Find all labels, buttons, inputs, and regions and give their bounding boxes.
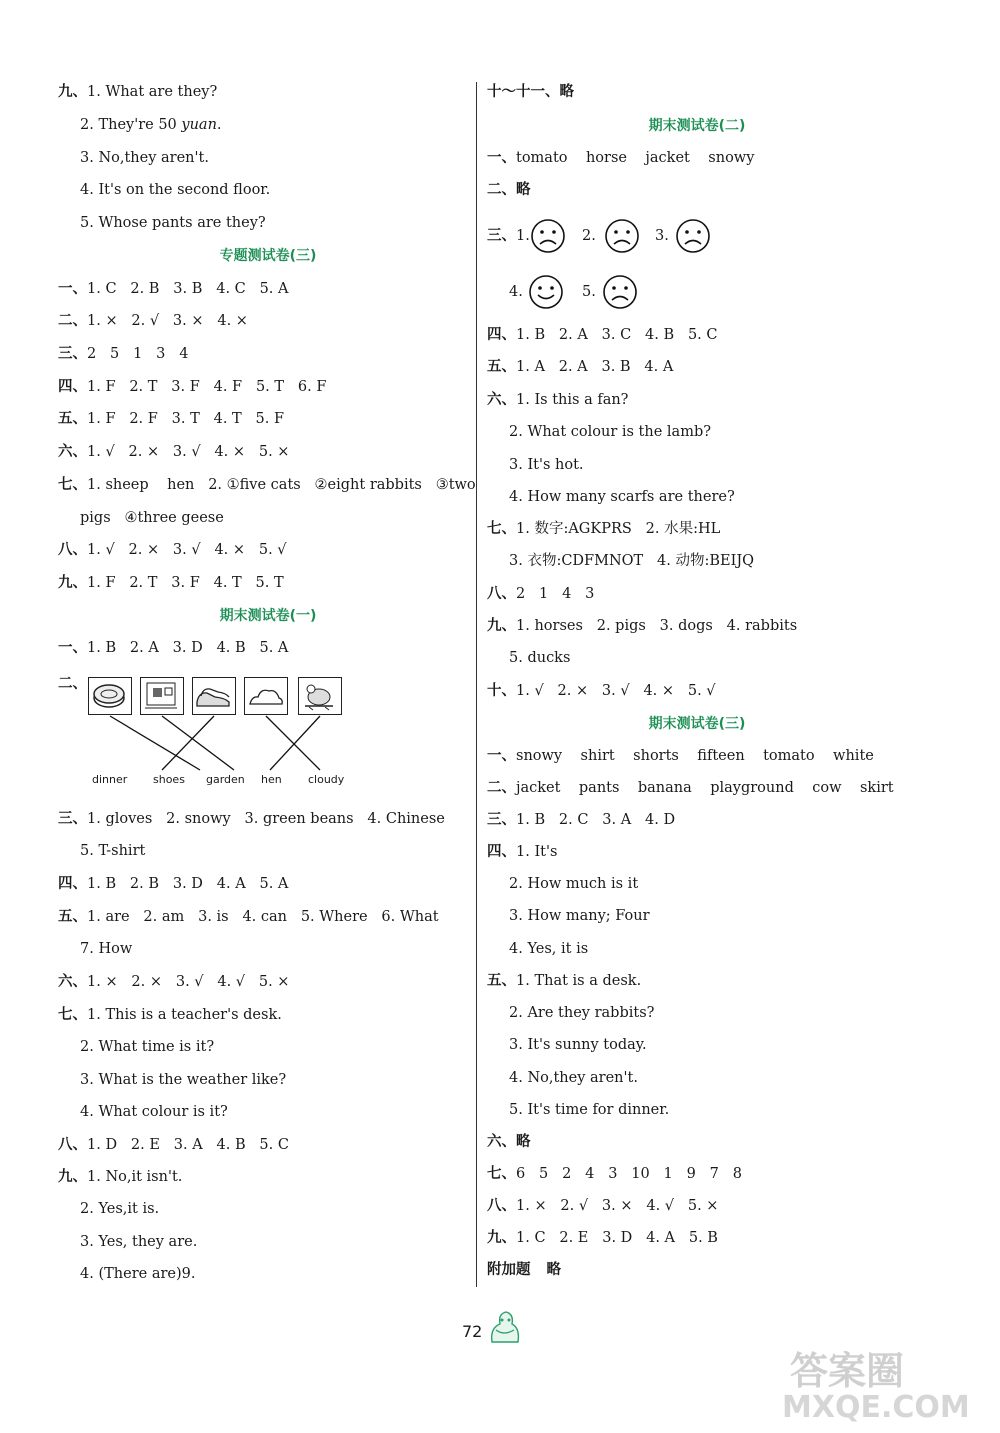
extra-line: 附加题 略 xyxy=(487,1262,561,1278)
s9a-line-4: 4. It's on the second floor. xyxy=(80,182,271,198)
a8-line: 八、2 1 4 3 xyxy=(487,586,595,602)
f1-line: 一、1. B 2. A 3. D 4. B 5. A xyxy=(58,640,289,656)
s9a-line-1: 九、1. What are they? xyxy=(58,84,218,100)
b4-line-3: 3. How many; Four xyxy=(509,908,650,924)
b5-line-2: 2. Are they rabbits? xyxy=(509,1005,655,1021)
b5-line-3: 3. It's sunny today. xyxy=(509,1037,647,1053)
f2-label: 二、 xyxy=(58,676,87,692)
a3-num-4: 4. xyxy=(509,284,523,300)
b7-line: 七、6 5 2 4 3 10 1 9 7 8 xyxy=(487,1166,742,1182)
f9-line-1: 九、1. No,it isn't. xyxy=(58,1169,183,1185)
match-word-garden: garden xyxy=(206,773,245,786)
watermark-url: MXQE.COM xyxy=(782,1390,970,1425)
b9-line: 九、1. C 2. E 3. D 4. A 5. B xyxy=(487,1230,718,1246)
section-heading-final-3: 期末测试卷(三) xyxy=(648,716,746,732)
s9a-line-2: 2. They're 50 yuan. xyxy=(80,117,222,133)
r3-line: 三、2 5 1 3 4 xyxy=(58,346,189,362)
f7-line-1: 七、1. This is a teacher's desk. xyxy=(58,1007,282,1023)
r9-line: 九、1. F 2. T 3. F 4. T 5. T xyxy=(58,575,284,591)
s9a-line-3: 3. No,they aren't. xyxy=(80,150,209,166)
b4-line-4: 4. Yes, it is xyxy=(509,941,589,957)
s9a-line-5: 5. Whose pants are they? xyxy=(80,215,266,231)
a5-line: 五、1. A 2. A 3. B 4. A xyxy=(487,359,674,375)
f7-line-2: 2. What time is it? xyxy=(80,1039,215,1055)
f9-line-2: 2. Yes,it is. xyxy=(80,1201,160,1217)
a3-line-1: 三、1. xyxy=(487,228,530,244)
mascot-icon xyxy=(486,1306,522,1348)
r1-line: 一、1. C 2. B 3. B 4. C 5. A xyxy=(58,281,289,297)
section-heading-final-1: 期末测试卷(一) xyxy=(219,608,317,624)
f3-line-1: 三、1. gloves 2. snowy 3. green beans 4. Chinese xyxy=(58,811,445,827)
b4-line-1: 四、1. It's xyxy=(487,844,558,860)
a2-line: 二、略 xyxy=(487,182,531,198)
matching-lines xyxy=(58,0,478,800)
a1-line: 一、tomato horse jacket snowy xyxy=(487,150,755,166)
a7-line-2: 3. 衣物:CDFMNOT 4. 动物:BEIJQ xyxy=(509,553,755,569)
b6-line: 六、略 xyxy=(487,1134,531,1150)
match-word-shoes: shoes xyxy=(153,773,185,786)
match-word-cloudy: cloudy xyxy=(308,773,345,786)
r4-line: 四、1. F 2. T 3. F 4. F 5. T 6. F xyxy=(58,379,327,395)
f4-line: 四、1. B 2. B 3. D 4. A 5. A xyxy=(58,876,289,892)
b4-line-2: 2. How much is it xyxy=(509,876,639,892)
a9-line-1: 九、1. horses 2. pigs 3. dogs 4. rabbits xyxy=(487,618,798,634)
a4-line: 四、1. B 2. A 3. C 4. B 5. C xyxy=(487,327,718,343)
f7-line-3: 3. What is the weather like? xyxy=(80,1072,287,1088)
sad-face-icon xyxy=(529,217,567,255)
sad-face-icon xyxy=(601,273,639,311)
f6-line: 六、1. × 2. × 3. √ 4. √ 5. × xyxy=(58,974,290,990)
page-number: 72 xyxy=(462,1322,483,1341)
sad-face-icon xyxy=(674,217,712,255)
r8-line: 八、1. √ 2. × 3. √ 4. × 5. √ xyxy=(58,542,287,558)
happy-face-icon xyxy=(527,273,565,311)
r7-line-1: 七、1. sheep hen 2. ①five cats ②eight rabbits ③two xyxy=(58,477,476,493)
b5-line-4: 4. No,they aren't. xyxy=(509,1070,638,1086)
b1-line: 一、snowy shirt shorts fifteen tomato white xyxy=(487,748,874,764)
r7-line-2: pigs ④three geese xyxy=(80,510,224,526)
section-heading-final-2: 期末测试卷(二) xyxy=(648,118,746,134)
a6-line-4: 4. How many scarfs are there? xyxy=(509,489,735,505)
a6-line-2: 2. What colour is the lamb? xyxy=(509,424,711,440)
b5-line-5: 5. It's time for dinner. xyxy=(509,1102,670,1118)
a7-line-1: 七、1. 数字:AGKPRS 2. 水果:HL xyxy=(487,521,721,537)
f3-line-2: 5. T-shirt xyxy=(80,843,146,859)
a10-line: 十、1. √ 2. × 3. √ 4. × 5. √ xyxy=(487,683,716,699)
b8-line: 八、1. × 2. √ 3. × 4. √ 5. × xyxy=(487,1198,719,1214)
a3-num-5: 5. xyxy=(582,284,596,300)
section-heading-special-3: 专题测试卷(三) xyxy=(219,248,317,264)
r6-line: 六、1. √ 2. × 3. √ 4. × 5. × xyxy=(58,444,290,460)
r5-line: 五、1. F 2. F 3. T 4. T 5. F xyxy=(58,411,285,427)
f5-line-1: 五、1. are 2. am 3. is 4. can 5. Where 6. What xyxy=(58,909,439,925)
match-word-hen: hen xyxy=(261,773,282,786)
match-word-dinner: dinner xyxy=(92,773,128,786)
a3-num-2: 2. xyxy=(582,228,596,244)
f5-line-2: 7. How xyxy=(80,941,133,957)
sad-face-icon xyxy=(603,217,641,255)
a9-line-2: 5. ducks xyxy=(509,650,571,666)
b3-line: 三、1. B 2. C 3. A 4. D xyxy=(487,812,676,828)
f8-line: 八、1. D 2. E 3. A 4. B 5. C xyxy=(58,1137,289,1153)
b5-line-1: 五、1. That is a desk. xyxy=(487,973,642,989)
top-line: 十～十一、略 xyxy=(487,84,574,100)
a3-num-3: 3. xyxy=(655,228,669,244)
f7-line-4: 4. What colour is it? xyxy=(80,1104,228,1120)
a6-line-1: 六、1. Is this a fan? xyxy=(487,392,629,408)
f9-line-3: 3. Yes, they are. xyxy=(80,1234,198,1250)
r2-line: 二、1. × 2. √ 3. × 4. × xyxy=(58,313,248,329)
watermark-logo: 答案圈 xyxy=(790,1349,905,1393)
b2-line: 二、jacket pants banana playground cow skirt xyxy=(487,780,894,796)
f9-line-4: 4. (There are)9. xyxy=(80,1266,196,1282)
a6-line-3: 3. It's hot. xyxy=(509,457,584,473)
